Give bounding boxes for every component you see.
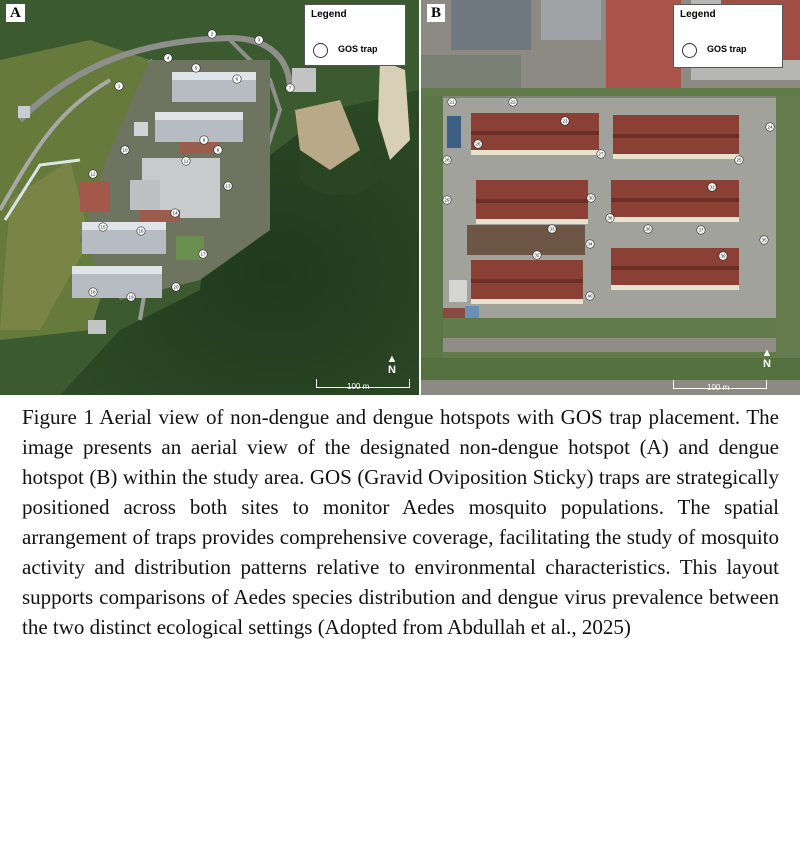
legend-title: Legend (680, 9, 716, 20)
svg-text:12: 12 (90, 171, 96, 177)
svg-text:1: 1 (117, 83, 121, 89)
trap-marker (199, 250, 207, 258)
trap-symbol-icon (313, 43, 328, 58)
svg-text:20: 20 (173, 284, 179, 290)
svg-text:38: 38 (607, 215, 613, 221)
trap-marker (735, 156, 743, 164)
trap-marker (697, 226, 705, 234)
scale-label: 100 m (707, 383, 730, 392)
trap-marker (597, 150, 605, 158)
svg-text:2: 2 (210, 31, 214, 37)
svg-text:30: 30 (588, 195, 594, 201)
aerial-panel-b (421, 0, 800, 395)
svg-text:14: 14 (172, 210, 178, 216)
panel-label-a: A (6, 4, 25, 22)
aerial-panel-a (0, 0, 419, 395)
svg-text:3: 3 (257, 37, 261, 43)
trap-marker (208, 30, 216, 38)
trap-symbol-icon (682, 43, 697, 58)
trap-marker (760, 236, 768, 244)
trap-marker (233, 75, 241, 83)
svg-text:31: 31 (709, 184, 715, 190)
trap-marker (200, 136, 208, 144)
svg-text:5: 5 (194, 65, 198, 71)
legend-b (673, 4, 783, 68)
svg-text:37: 37 (698, 227, 704, 233)
svg-text:25: 25 (736, 157, 742, 163)
trap-marker (606, 214, 614, 222)
north-arrow-icon: ▲ N (761, 347, 773, 370)
trap-marker (719, 252, 727, 260)
svg-text:21: 21 (449, 99, 455, 105)
trap-marker (474, 140, 482, 148)
trap-marker (127, 293, 135, 301)
svg-text:4: 4 (166, 55, 170, 61)
trap-marker (561, 117, 569, 125)
legend-title: Legend (311, 9, 347, 20)
svg-text:13: 13 (225, 183, 231, 189)
svg-text:8: 8 (202, 137, 206, 143)
trap-marker (644, 225, 652, 233)
svg-text:17: 17 (200, 251, 206, 257)
trap-marker (164, 54, 172, 62)
trap-marker (89, 170, 97, 178)
trap-marker (766, 123, 774, 131)
svg-text:40: 40 (587, 293, 593, 299)
svg-text:29: 29 (444, 197, 450, 203)
svg-text:11: 11 (183, 158, 189, 164)
trap-marker (708, 183, 716, 191)
north-label: N (388, 364, 396, 376)
svg-text:36: 36 (645, 226, 651, 232)
svg-text:15: 15 (100, 224, 106, 230)
trap-marker (286, 84, 294, 92)
trap-marker (548, 225, 556, 233)
trap-marker (214, 146, 222, 154)
trap-marker (192, 64, 200, 72)
north-arrow-icon: ▲ N (386, 353, 398, 376)
trap-marker (509, 98, 517, 106)
trap-marker (171, 209, 179, 217)
svg-text:26: 26 (475, 141, 481, 147)
trap-marker (99, 223, 107, 231)
trap-marker (443, 156, 451, 164)
svg-text:34: 34 (587, 241, 593, 247)
legend-item-label: GOS trap (338, 44, 378, 54)
trap-marker (172, 283, 180, 291)
svg-text:33: 33 (549, 226, 555, 232)
trap-marker (448, 98, 456, 106)
trap-marker (586, 292, 594, 300)
trap-marker (182, 157, 190, 165)
svg-text:7: 7 (288, 85, 292, 91)
trap-marker (255, 36, 263, 44)
panel-label-b: B (427, 4, 445, 22)
svg-text:18: 18 (90, 289, 96, 295)
svg-text:23: 23 (562, 118, 568, 124)
figure-caption: Figure 1 Aerial view of non-dengue and dengue hotspots with GOS trap placement. The image presents an aerial view of the designated non-dengue hotspot (A) and dengue hotspot (B) within the study area. GOS (Gravid Oviposition Sticky) traps are strategically positioned across both sites to monitor Aedes mosquito populations. The spatial arrangement of traps provides comprehensive coverage, facilitating the study of mosquito activity and distribution patterns relative to environmental characteristics. This layout supports comparisons of Aedes species distribution and dengue virus prevalence between the two distinct ecological settings (Adopted from Abdullah et al., 2025) (22, 405, 779, 639)
legend-item-label: GOS trap (707, 44, 747, 54)
trap-marker (89, 288, 97, 296)
svg-text:22: 22 (510, 99, 516, 105)
svg-text:19: 19 (128, 294, 134, 300)
svg-text:39: 39 (720, 253, 726, 259)
svg-text:24: 24 (767, 124, 773, 130)
trap-marker (121, 146, 129, 154)
trap-marker (533, 251, 541, 259)
trap-marker (115, 82, 123, 90)
svg-text:27: 27 (598, 151, 604, 157)
svg-text:16: 16 (138, 228, 144, 234)
legend-a (304, 4, 406, 66)
figure-panels (0, 0, 800, 395)
trap-marker (443, 196, 451, 204)
svg-text:32: 32 (534, 252, 540, 258)
trap-marker (587, 194, 595, 202)
trap-marker (224, 182, 232, 190)
svg-text:35: 35 (761, 237, 767, 243)
trap-marker (586, 240, 594, 248)
trap-marker (137, 227, 145, 235)
scale-label: 100 m (347, 382, 370, 391)
svg-text:10: 10 (122, 147, 128, 153)
svg-text:9: 9 (216, 147, 220, 153)
north-label: N (763, 358, 771, 370)
svg-text:6: 6 (235, 76, 239, 82)
svg-text:28: 28 (444, 157, 450, 163)
